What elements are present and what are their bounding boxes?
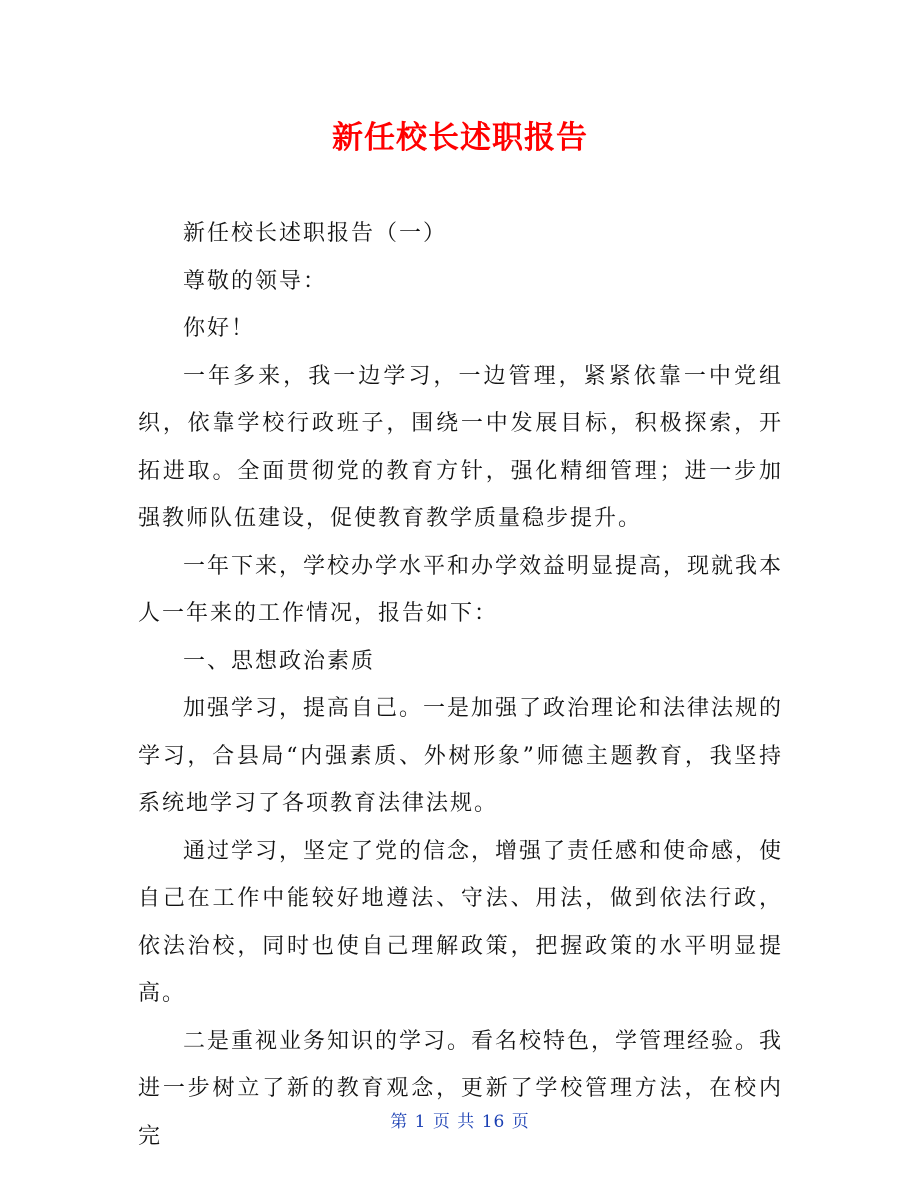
document-body [138,210,783,1160]
document-title: 新任校长述职报告 [332,120,588,156]
paragraph-study-2: 通过学习，坚定了党的信念，增强了责任感和使命感，使自己在工作中能较好地遵法、守法、用法，做到依法行政，依法治校，同时也使自己理解政策，把握政策的水平明显提高。 [138,838,784,1006]
paragraph-greeting: 你好！ [183,316,256,341]
paragraph-salutation: 尊敬的领导： [183,268,328,294]
section-heading-political: 一、思想政治素质 [183,648,376,674]
paragraph-study-1: 加强学习，提高自己。一是加强了政治理论和法律法规的学习，合县局“内强素质、外树形象”师德主题教育，我坚持系统地学习了各项教育法律法规。 [138,696,784,816]
page-number-footer: 第 1 页 共 16 页 [390,1112,530,1132]
paragraph-summary: 一年下来，学校办学水平和办学效益明显提高，现就我本人一年来的工作情况，报告如下： [138,553,784,626]
paragraph-study-3: 二是重视业务知识的学习。看名校特色，学管理经验。我进一步树立了新的教育观念，更新了学校管理方法，在校内完 [138,1028,784,1149]
paragraph-subtitle: 新任校长述职报告（一） [183,221,448,246]
paragraph-intro: 一年多来，我一边学习，一边管理，紧紧依靠一中党组织，依靠学校行政班子，围绕一中发展目标，积极探索，开拓进取。全面贯彻党的教育方针，强化精细管理；进一步加强教师队伍建设，促使教育教学质量稳步提升。 [138,363,783,531]
